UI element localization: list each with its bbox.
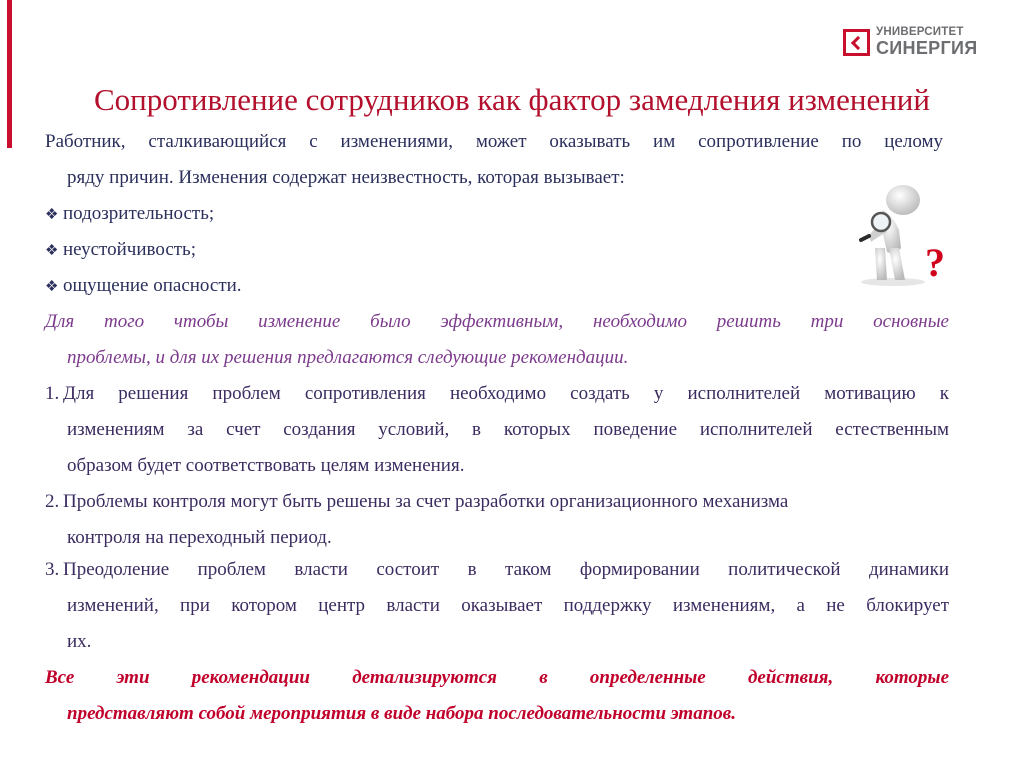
diamond-bullet-icon: ❖: [45, 207, 59, 223]
logo-line-1: УНИВЕРСИТЕТ: [876, 25, 964, 38]
list-item: [45, 382, 949, 406]
bullet-item: [45, 202, 214, 227]
intro-line-1: Работник, сталкивающийся с изменениями, может оказывать им сопротивление по целому: [45, 131, 943, 152]
note-line-2: проблемы, и для их решения предлагаются следующие рекомендации.: [67, 347, 629, 368]
diamond-bullet-icon: ❖: [45, 279, 59, 295]
note-line-1: Для того чтобы изменение было эффективным, необходимо решить три основные: [45, 311, 949, 332]
university-logo: [843, 24, 1003, 60]
bullet-item: [45, 274, 242, 299]
list-number: 2.: [45, 491, 60, 512]
accent-bar: [7, 0, 12, 148]
conclusion-line-1: Все эти рекомендации детализируются в определенные действия, которые: [45, 667, 949, 688]
man-with-magnifier-icon: [845, 178, 957, 288]
list-item-line: изменениям за счет создания условий, в которых поведение исполнителей естественным: [67, 419, 949, 440]
intro-line-2: ряду причин. Изменения содержат неизвестность, которая вызывает:: [67, 167, 625, 188]
list-number: 1.: [45, 383, 60, 404]
diamond-bullet-icon: ❖: [45, 243, 59, 259]
list-item: [45, 558, 949, 582]
list-item-line: их.: [67, 631, 92, 652]
bullet-text: ощущение опасности.: [63, 275, 242, 296]
list-number: 3.: [45, 559, 60, 580]
logo-text: [876, 27, 977, 58]
question-mark-glyph: ?: [925, 240, 945, 285]
list-item-line: образом будет соответствовать целям изменения.: [67, 455, 465, 476]
bullet-text: подозрительность;: [63, 203, 215, 224]
list-item-line: Для решения проблем сопротивления необходимо создать у исполнителей мотивацию к: [63, 383, 949, 404]
bullet-item: [45, 238, 196, 263]
slide-title: Сопротивление сотрудников как фактор замедления изменений: [94, 82, 930, 117]
list-item-line: Преодоление проблем власти состоит в таком формировании политической динамики: [63, 559, 949, 580]
list-item: [45, 490, 788, 514]
conclusion-line-2: представляют собой мероприятия в виде набора последовательности этапов.: [67, 703, 736, 724]
list-item-line: Проблемы контроля могут быть решены за счет разработки организационного механизма: [63, 491, 789, 512]
logo-line-2: СИНЕРГИЯ: [876, 38, 978, 59]
list-item-line: изменений, при котором центр власти оказывает поддержку изменениям, а не блокирует: [67, 595, 949, 616]
logo-mark-icon: [843, 29, 870, 56]
bullet-text: неустойчивость;: [63, 239, 196, 260]
list-item-line: контроля на переходный период.: [67, 527, 332, 548]
